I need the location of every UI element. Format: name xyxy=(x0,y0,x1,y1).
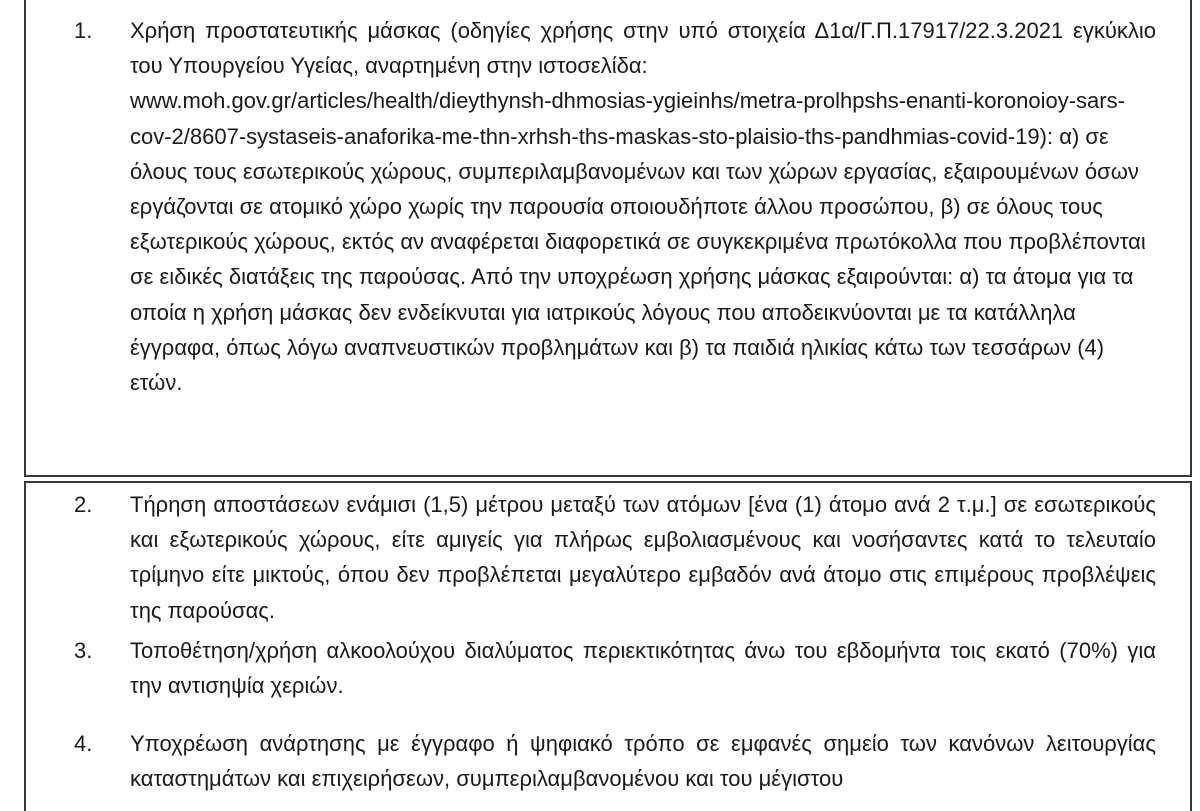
list-item xyxy=(74,13,1174,400)
item-text xyxy=(130,13,1156,400)
item-text: Υποχρέωση ανάρτησης με έγγραφο ή ψηφιακό τρόπο σε εμφανές σημείο των κανόνων λειτουργίας καταστημάτων και επιχειρήσεων, συμπεριλαμβανομένου και του μέγιστου xyxy=(130,731,1156,792)
list-item xyxy=(74,487,1174,628)
item-number: 1. xyxy=(74,18,93,43)
url-link-text xyxy=(130,83,1156,400)
item-text: Τοποθέτηση/χρήση αλκοολούχου διαλύματος περιεκτικότητας άνω του εβδομήντα τοις εκατό (70%) για την αντισηψία χεριών. xyxy=(130,638,1156,699)
item-text-intro: Χρήση προστατευτικής μάσκας (οδηγίες χρήσης στην υπό στοιχεία Δ1α/Γ.Π.17917/22.3.2021 εγκύκλιο του Υπουργείου Υγείας, αναρτημένη στην ιστοσελίδα: xyxy=(130,18,1156,79)
item-text: Τήρηση αποστάσεων ενάμισι (1,5) μέτρου μεταξύ των ατόμων [ένα (1) άτομο ανά 2 τ.μ.] σε εσωτερικούς και εξωτερικούς χώρους, είτε αμιγείς για πλήρως εμβολιασμένους και νοσήσαντες κατά το τελευταίο τρίμηνο είτε μικτούς, όπου δεν προβλέπεται μεγαλύτερο εμβαδόν ανά άτομο στις επιμέρους προβλέψεις της παρούσας. xyxy=(130,492,1156,623)
item-number: 3. xyxy=(74,638,93,663)
item-number: 4. xyxy=(74,731,93,756)
item-number: 2. xyxy=(74,492,93,517)
item-text-continuation: ): α) σε όλους τους εσωτερικούς χώρους, συμπεριλαμβανομένων και των χώρων εργασίας, εξαιρουμένων όσων εργάζονται σε ατομικό χώρο χωρίς την παρουσία οποιουδήποτε άλλου προσώπου, β) σε όλους τους εξωτερικούς χώρους, εκτός αν αναφέρεται διαφορετικά σε συγκεκριμένα πρωτόκολλα που προβλέπονται σε ειδικές διατάξεις της παρούσας. Από την υποχρέωση χρήσης μάσκας εξαιρούνται: α) τα άτομα για τα οποία η χρήση μάσκας δεν ενδείκνυται για ιατρικούς λόγους που αποδεικνύονται με τα κατάλληλα έγγραφα, όπως λόγω αναπνευστικών προβλημάτων και β) τα παιδιά ηλικίας κάτω των τεσσάρων (4) ετών. xyxy=(130,123,1146,396)
list-item xyxy=(74,726,1174,796)
url-text: www.moh.gov.gr/articles/health/dieythynsh-dhmosias-ygieinhs/metra-prolhpshs-enanti-koronoioy-sars-cov-2/8607-systaseis-anaforika-me-thn-xrhsh-ths-maskas-sto-plaisio-ths-pandhmias-covid-19 xyxy=(130,88,1125,149)
list-item xyxy=(74,633,1174,703)
